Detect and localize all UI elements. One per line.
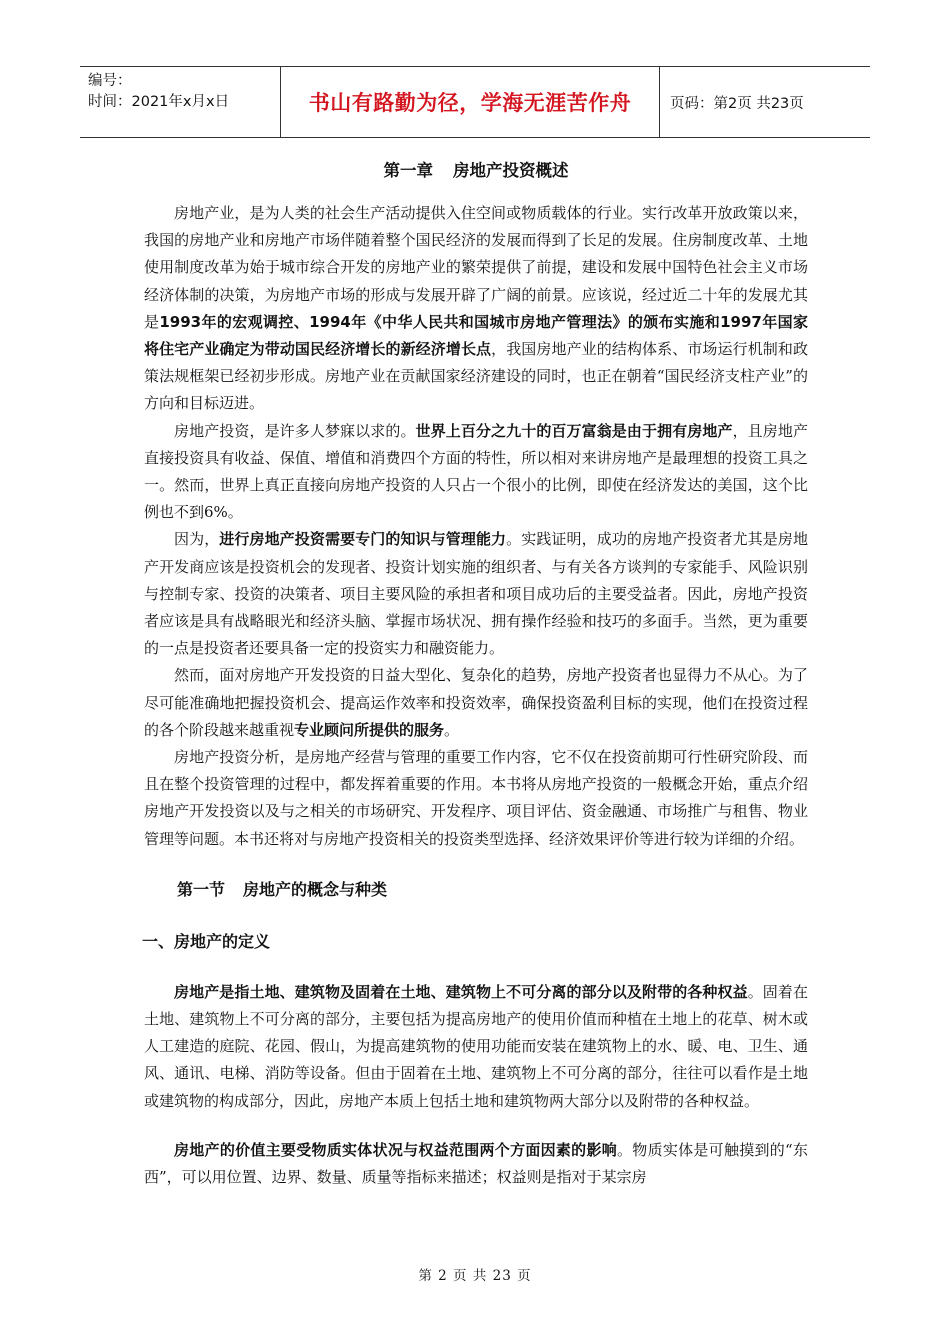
page-header [80, 66, 870, 138]
page-info-text: 页码：第2页 共23页 [670, 95, 804, 112]
section-number: 第一节 [177, 879, 226, 899]
paragraph-emphasis: 进行房地产投资需要专门的知识与管理能力 [219, 530, 507, 549]
paragraph-text: 房地产业，是为人类的社会生产活动提供入住空间或物质载体的行业。实行改革开放政策以来，我国的房地产业和房地产市场伴随着整个国民经济的发展而得到了长足的发展。住房制度改革、土地使用制度改革为始于城市综合开发的房地产业的繁荣提供了前提，建设和发展中国特色社会主义市场经济体制的决策，为房地产市场的形成与发展开辟了广阔的前景。应该说，经过近二十年的发展尤其是 [144, 204, 808, 331]
paragraph-text: 因为， [174, 530, 220, 549]
header-page-info [660, 67, 870, 137]
number-label: 编号： [88, 73, 132, 89]
subsection-heading: 一、房地产的定义 [142, 931, 271, 951]
paragraph-3 [144, 526, 808, 662]
date-label: 时间：2021年x月x日 [88, 94, 230, 110]
page-footer [0, 1264, 950, 1284]
paragraph-text: ，且房地产直接投资具有收益、保值、增值和消费四个方面的特性，所以相对来讲房地产是最理想的投资工具之一。然而，世界上真正直接向房地产投资的人只占一个很小的比例，即使在经济发达的美国，这个比例也不到6%。 [144, 421, 808, 522]
paragraph-text: 。实践证明，成功的房地产投资者尤其是房地产开发商应该是投资机会的发现者、投资计划实施的组织者、与有关各方谈判的专家能手、风险识别与控制专家、投资的决策者、项目主要风险的承担者和项目成功后的主要受益者。因此，房地产投资者应该是具有战略眼光和经济头脑、掌握市场状况、拥有操作经验和技巧的多面手。当然，更为重要的一点是投资者还要具备一定的投资实力和融资能力。 [144, 530, 808, 658]
definition-paragraph [144, 979, 808, 1115]
paragraph-text: 。 [444, 720, 460, 739]
document-body [144, 156, 808, 1191]
chapter-number: 第一章 [383, 161, 433, 180]
paragraph-text: 然而，面对房地产开发投资的日益大型化、复杂化的趋势，房地产投资者也显得力不从心。为了尽可能准确地把握投资机会、提高运作效率和投资效率，确保投资盈利目标的实现，他们在投资过程的各个阶段越来越重视 [144, 666, 808, 739]
paragraph-text: 房地产投资分析，是房地产经营与管理的重要工作内容，它不仅在投资前期可行性研究阶段、而且在整个投资管理的过程中，都发挥着重要的作用。本书将从房地产投资的一般概念开始，重点介绍房地产开发投资以及与之相关的市场研究、开发程序、项目评估、资金融通、市场推广与租售、物业管理等问题。本书还将对与房地产投资相关的投资类型选择、经济效果评价等进行较为详细的介绍。 [144, 748, 808, 848]
paragraph-text: 。固着在土地、建筑物上不可分离的部分，主要包括为提高房地产的使用价值而种植在土地上的花草、树木或人工建造的庭院、花园、假山，为提高建筑物的使用功能而安装在建筑物上的水、暖、电、卫生、通风、通讯、电梯、消防等设备。但由于固着在土地、建筑物上不可分离的部分，往往可以看作是土地或建筑物的构成部分，因此，房地产本质上包括土地和建筑物两大部分以及附带的各种权益。 [144, 982, 808, 1110]
chapter-title: 房地产投资概述 [453, 161, 569, 180]
value-emphasis: 房地产的价值主要受物质实体状况与权益范围两个方面因素的影响 [174, 1140, 618, 1159]
motto-text: 书山有路勤为径，学海无涯苦作舟 [308, 91, 632, 115]
paragraph-2 [144, 418, 808, 527]
header-motto-cell [280, 67, 660, 137]
definition-emphasis: 房地产是指土地、建筑物及固着在土地、建筑物上不可分离的部分以及附带的各种权益 [174, 982, 748, 1001]
header-meta [80, 67, 280, 137]
paragraph-5 [144, 744, 808, 853]
footer-page-number: 第 2 页 共 23 页 [418, 1268, 532, 1284]
section-heading [144, 875, 808, 905]
value-paragraph [144, 1137, 808, 1191]
paragraph-emphasis: 专业顾问所提供的服务 [294, 720, 445, 739]
paragraph-text: ，我国房地产业的结构体系、市场运行机制和政策法规框架已经初步形成。房地产业在贡献国家经济建设的同时，也正在朝着“国民经济支柱产业”的方向和目标迈进。 [144, 340, 808, 413]
section-title: 房地产的概念与种类 [243, 879, 388, 899]
paragraph-text: 房地产投资，是许多人梦寐以求的。 [174, 421, 416, 440]
paragraph-emphasis: 1993年的宏观调控、1994年《中华人民共和国城市房地产管理法》的颁布实施和1997年国家将住宅产业确定为带动国民经济增长的新经济增长点 [144, 312, 808, 359]
paragraph-text: 。物质实体是可触摸到的“东西”，可以用位置、边界、数量、质量等指标来描述；权益则是指对于某宗房 [144, 1140, 808, 1187]
chapter-heading [144, 156, 808, 186]
paragraph-1 [144, 200, 808, 418]
paragraph-emphasis: 世界上百分之九十的百万富翁是由于拥有房地产 [415, 421, 733, 440]
paragraph-4 [144, 662, 808, 744]
